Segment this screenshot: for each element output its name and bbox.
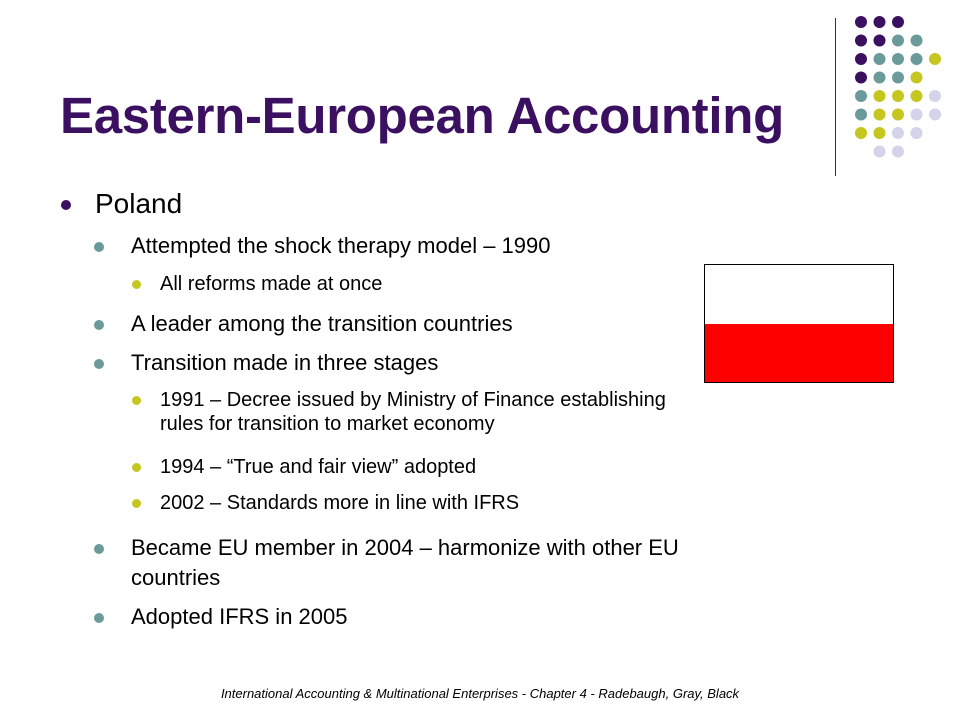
decorative-dot bbox=[892, 109, 904, 121]
decorative-dot bbox=[892, 72, 904, 84]
decorative-dot bbox=[874, 35, 886, 47]
decorative-dot bbox=[874, 90, 886, 102]
title-divider-line bbox=[835, 18, 836, 176]
decorative-dot bbox=[855, 127, 867, 139]
bullet-text: Transition made in three stages bbox=[131, 350, 439, 375]
bullet-eu-member bbox=[131, 533, 679, 593]
decorative-dot bbox=[892, 53, 904, 65]
bullet-three-stages bbox=[131, 350, 438, 376]
decorative-dot bbox=[855, 16, 867, 28]
bullet-1991-decree bbox=[160, 388, 666, 436]
bullet-text: 2002 – Standards more in line with IFRS bbox=[160, 492, 520, 514]
bullet-dot-icon bbox=[94, 359, 104, 369]
bullet-poland bbox=[95, 188, 182, 220]
bullet-text: 1991 – Decree issued by Ministry of Finance establishing bbox=[160, 389, 666, 411]
bullet-dot-icon bbox=[94, 320, 104, 330]
decorative-dot bbox=[929, 109, 941, 121]
bullet-dot-icon bbox=[61, 200, 71, 210]
decorative-dot bbox=[855, 90, 867, 102]
bullet-text-continued: countries bbox=[131, 565, 221, 590]
bullet-text: 1994 – “True and fair view” adopted bbox=[160, 456, 477, 478]
bullet-text: Poland bbox=[95, 188, 183, 219]
decorative-dot bbox=[855, 53, 867, 65]
decorative-dot bbox=[874, 53, 886, 65]
bullet-dot-icon bbox=[94, 544, 104, 554]
decorative-dot bbox=[911, 127, 923, 139]
decorative-dot bbox=[911, 35, 923, 47]
flag-red-stripe bbox=[705, 324, 893, 383]
dot-grid-group bbox=[855, 16, 941, 158]
decorative-dot bbox=[929, 90, 941, 102]
decorative-dot bbox=[874, 127, 886, 139]
decorative-dot bbox=[911, 90, 923, 102]
bullet-2002-ifrs bbox=[160, 491, 519, 515]
decorative-dot bbox=[929, 53, 941, 65]
bullet-text: A leader among the transition countries bbox=[131, 311, 513, 336]
bullet-adopted-ifrs bbox=[131, 604, 347, 630]
decorative-dot bbox=[874, 109, 886, 121]
decorative-dot bbox=[892, 146, 904, 158]
decorative-dot bbox=[855, 35, 867, 47]
bullet-dot-icon bbox=[132, 396, 141, 405]
decorative-dot bbox=[892, 35, 904, 47]
bullet-dot-icon bbox=[132, 463, 141, 472]
bullet-text-continued: rules for transition to market economy bbox=[160, 413, 495, 435]
bullet-text: All reforms made at once bbox=[160, 273, 383, 295]
decorative-dot bbox=[892, 16, 904, 28]
poland-flag-image bbox=[704, 264, 894, 383]
bullet-text: Attempted the shock therapy model – 1990 bbox=[131, 233, 551, 258]
decorative-dot bbox=[874, 16, 886, 28]
decorative-dot bbox=[855, 109, 867, 121]
bullet-dot-icon bbox=[94, 242, 104, 252]
decorative-dot bbox=[892, 127, 904, 139]
bullet-dot-icon bbox=[132, 280, 141, 289]
bullet-leader bbox=[131, 311, 513, 337]
flag-white-stripe bbox=[705, 265, 893, 324]
slide-footer: International Accounting & Multinational Enterprises - Chapter 4 - Radebaugh, Gray, Black bbox=[220, 686, 740, 701]
bullet-text: Became EU member in 2004 – harmonize with other EU bbox=[131, 535, 679, 560]
bullet-dot-icon bbox=[132, 499, 141, 508]
bullet-dot-icon bbox=[94, 613, 104, 623]
decorative-dot bbox=[911, 109, 923, 121]
decorative-dot bbox=[911, 72, 923, 84]
decorative-dot bbox=[874, 146, 886, 158]
bullet-1994-true-fair bbox=[160, 455, 476, 479]
slide-title: Eastern-European Accounting bbox=[60, 87, 784, 144]
bullet-shock-therapy bbox=[131, 233, 550, 259]
decorative-dot bbox=[855, 72, 867, 84]
decorative-dot bbox=[911, 53, 923, 65]
decorative-dot bbox=[874, 72, 886, 84]
bullet-text: Adopted IFRS in 2005 bbox=[131, 604, 348, 629]
bullet-all-reforms bbox=[160, 272, 382, 296]
decorative-dot bbox=[892, 90, 904, 102]
